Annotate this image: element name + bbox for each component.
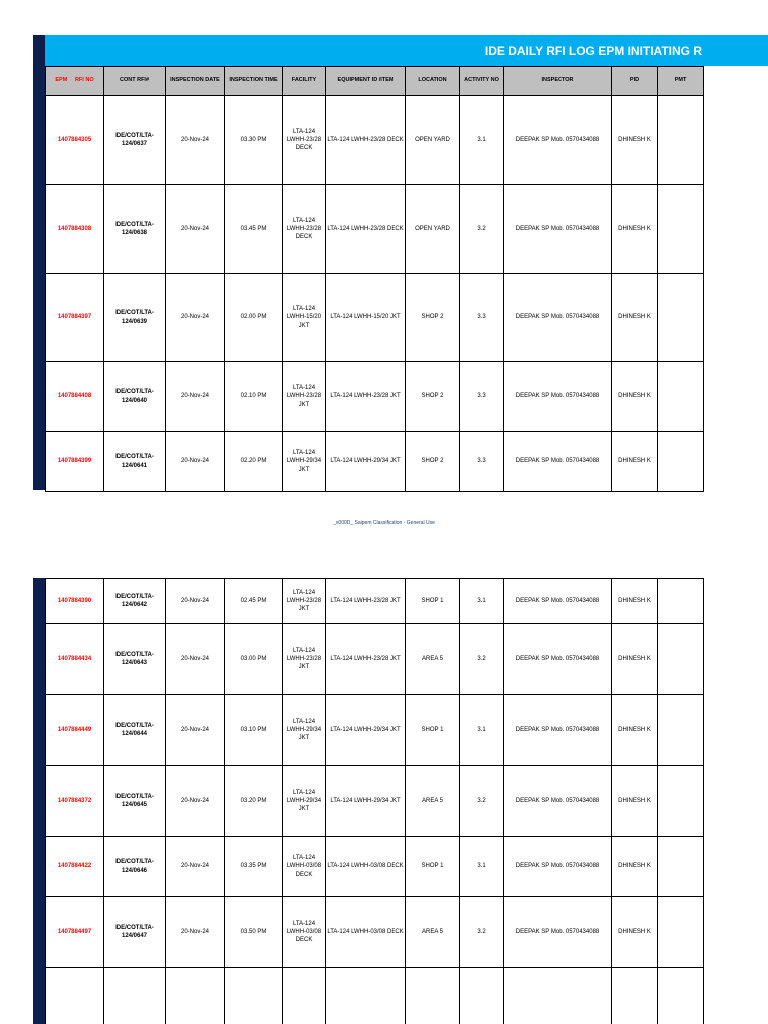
equipment-cell: LTA-124 LWHH-29/34 JKT bbox=[326, 766, 406, 837]
inspection-date-cell: 20-Nov-24 bbox=[166, 579, 225, 624]
equipment-cell: LTA-124 LWHH-23/28 JKT bbox=[326, 579, 406, 624]
location-cell: SHOP 1 bbox=[406, 695, 460, 766]
facility-cell: LTA-124 LWHH-23/28 JKT bbox=[283, 579, 326, 624]
inspection-time-cell: 03.00 PM bbox=[225, 624, 283, 695]
table-row bbox=[46, 837, 704, 897]
rfi-number-cell bbox=[46, 968, 104, 1024]
cont-rfi-cell: IDE/COT/LTA-124/0640 bbox=[104, 362, 166, 432]
equipment-cell bbox=[326, 968, 406, 1024]
rfi-number-cell: 1407884372 bbox=[46, 766, 104, 837]
activity-no-cell: 3.3 bbox=[460, 362, 504, 432]
pmt-cell bbox=[658, 766, 704, 837]
sheet-accent-bar-top bbox=[33, 35, 45, 490]
inspection-time-cell: 02.00 PM bbox=[225, 274, 283, 362]
facility-cell: LTA-124 LWHH-23/28 JKT bbox=[283, 362, 326, 432]
pid-cell: DHINESH K bbox=[612, 185, 658, 274]
pid-cell: DHINESH K bbox=[612, 362, 658, 432]
pid-cell: DHINESH K bbox=[612, 624, 658, 695]
inspection-date-cell: 20-Nov-24 bbox=[166, 185, 225, 274]
rfi-number-cell: 1407884399 bbox=[46, 432, 104, 492]
inspection-date-cell: 20-Nov-24 bbox=[166, 695, 225, 766]
inspector-cell: DEEPAK SP Mob. 0570434088 bbox=[504, 624, 612, 695]
activity-no-cell: 3.3 bbox=[460, 432, 504, 492]
rfi-log-table-bottom bbox=[45, 578, 704, 1024]
table-row bbox=[46, 362, 704, 432]
cont-rfi-cell: IDE/COT/LTA-124/0639 bbox=[104, 274, 166, 362]
table-row bbox=[46, 624, 704, 695]
pmt-cell bbox=[658, 837, 704, 897]
pid-cell: DHINESH K bbox=[612, 695, 658, 766]
pid-cell: DHINESH K bbox=[612, 897, 658, 968]
table-row bbox=[46, 432, 704, 492]
col-header-epm-rfi: EPM RFI NO bbox=[46, 67, 104, 96]
table-header-row bbox=[46, 67, 704, 96]
equipment-cell: LTA-124 LWHH-23/28 DECK bbox=[326, 185, 406, 274]
facility-cell: LTA-124 LWHH-23/28 JKT bbox=[283, 624, 326, 695]
equipment-cell: LTA-124 LWHH-03/08 DECK bbox=[326, 837, 406, 897]
equipment-cell: LTA-124 LWHH-23/28 JKT bbox=[326, 362, 406, 432]
inspection-date-cell: 20-Nov-24 bbox=[166, 362, 225, 432]
activity-no-cell: 3.3 bbox=[460, 274, 504, 362]
equipment-cell: LTA-124 LWHH-23/28 JKT bbox=[326, 624, 406, 695]
activity-no-cell: 3.2 bbox=[460, 185, 504, 274]
location-cell: SHOP 1 bbox=[406, 837, 460, 897]
cont-rfi-cell: IDE/COT/LTA-124/0643 bbox=[104, 624, 166, 695]
facility-cell: LTA-124 LWHH-03/08 DECK bbox=[283, 897, 326, 968]
cont-rfi-cell bbox=[104, 968, 166, 1024]
inspector-cell: DEEPAK SP Mob. 0570434088 bbox=[504, 897, 612, 968]
pmt-cell bbox=[658, 624, 704, 695]
col-header-cont-rfi: CONT RFI# bbox=[104, 67, 166, 96]
activity-no-cell: 3.1 bbox=[460, 96, 504, 185]
inspector-cell: DEEPAK SP Mob. 0570434088 bbox=[504, 185, 612, 274]
inspector-cell: DEEPAK SP Mob. 0570434088 bbox=[504, 362, 612, 432]
col-header-inspector: INSPECTOR bbox=[504, 67, 612, 96]
inspection-time-cell: 03.20 PM bbox=[225, 766, 283, 837]
table-row bbox=[46, 968, 704, 1024]
rfi-number-cell: 1407884397 bbox=[46, 274, 104, 362]
inspection-date-cell: 20-Nov-24 bbox=[166, 624, 225, 695]
inspection-time-cell: 03.35 PM bbox=[225, 837, 283, 897]
pmt-cell bbox=[658, 96, 704, 185]
location-cell: SHOP 2 bbox=[406, 362, 460, 432]
sheet-accent-bar-bottom bbox=[33, 578, 45, 1024]
table-row bbox=[46, 766, 704, 837]
location-cell: OPEN YARD bbox=[406, 96, 460, 185]
location-cell: SHOP 1 bbox=[406, 579, 460, 624]
facility-cell: LTA-124 LWHH-03/08 DECK bbox=[283, 837, 326, 897]
rfi-number-cell: 1407884408 bbox=[46, 362, 104, 432]
table-row bbox=[46, 274, 704, 362]
col-header-equipment: EQUIPMENT ID /ITEM bbox=[326, 67, 406, 96]
equipment-cell: LTA-124 LWHH-03/08 DECK bbox=[326, 897, 406, 968]
equipment-cell: LTA-124 LWHH-15/20 JKT bbox=[326, 274, 406, 362]
table-body-bottom bbox=[46, 579, 704, 1024]
activity-no-cell bbox=[460, 968, 504, 1024]
sheet-title-band bbox=[45, 35, 768, 66]
pmt-cell bbox=[658, 362, 704, 432]
facility-cell: LTA-124 LWHH-29/34 JKT bbox=[283, 695, 326, 766]
inspector-cell: DEEPAK SP Mob. 0570434088 bbox=[504, 579, 612, 624]
facility-cell: LTA-124 LWHH-15/20 JKT bbox=[283, 274, 326, 362]
facility-cell: LTA-124 LWHH-29/34 JKT bbox=[283, 432, 326, 492]
col-header-facility: FACILITY bbox=[283, 67, 326, 96]
table-row bbox=[46, 579, 704, 624]
cont-rfi-cell: IDE/COT/LTA-124/0645 bbox=[104, 766, 166, 837]
col-header-pid: PID bbox=[612, 67, 658, 96]
table-row bbox=[46, 695, 704, 766]
inspection-time-cell: 03.45 PM bbox=[225, 185, 283, 274]
col-header-pmt: PMT bbox=[658, 67, 704, 96]
location-cell: SHOP 2 bbox=[406, 274, 460, 362]
col-header-activity-no: ACTIVITY NO bbox=[460, 67, 504, 96]
pmt-cell bbox=[658, 432, 704, 492]
inspection-date-cell: 20-Nov-24 bbox=[166, 432, 225, 492]
facility-cell: LTA-124 LWHH-23/28 DECK bbox=[283, 185, 326, 274]
inspection-date-cell bbox=[166, 968, 225, 1024]
rfi-number-cell: 1407884422 bbox=[46, 837, 104, 897]
inspection-date-cell: 20-Nov-24 bbox=[166, 897, 225, 968]
rfi-log-table-top bbox=[45, 66, 704, 492]
equipment-cell: LTA-124 LWHH-29/34 JKT bbox=[326, 695, 406, 766]
pmt-cell bbox=[658, 968, 704, 1024]
rfi-number-cell: 1407884305 bbox=[46, 96, 104, 185]
inspection-date-cell: 20-Nov-24 bbox=[166, 96, 225, 185]
activity-no-cell: 3.1 bbox=[460, 695, 504, 766]
activity-no-cell: 3.1 bbox=[460, 837, 504, 897]
location-cell: AREA 5 bbox=[406, 897, 460, 968]
pmt-cell bbox=[658, 274, 704, 362]
table-row bbox=[46, 185, 704, 274]
rfi-number-cell: 1407884308 bbox=[46, 185, 104, 274]
activity-no-cell: 3.2 bbox=[460, 766, 504, 837]
inspection-time-cell: 03.50 PM bbox=[225, 897, 283, 968]
inspector-cell: DEEPAK SP Mob. 0570434088 bbox=[504, 274, 612, 362]
rfi-number-cell: 1407884449 bbox=[46, 695, 104, 766]
inspection-time-cell bbox=[225, 968, 283, 1024]
pmt-cell bbox=[658, 897, 704, 968]
facility-cell: LTA-124 LWHH-29/34 JKT bbox=[283, 766, 326, 837]
cont-rfi-cell: IDE/COT/LTA-124/0644 bbox=[104, 695, 166, 766]
cont-rfi-cell: IDE/COT/LTA-124/0641 bbox=[104, 432, 166, 492]
cont-rfi-cell: IDE/COT/LTA-124/0647 bbox=[104, 897, 166, 968]
pid-cell bbox=[612, 968, 658, 1024]
pmt-cell bbox=[658, 695, 704, 766]
pmt-cell bbox=[658, 579, 704, 624]
pid-cell: DHINESH K bbox=[612, 432, 658, 492]
activity-no-cell: 3.1 bbox=[460, 579, 504, 624]
equipment-cell: LTA-124 LWHH-23/28 DECK bbox=[326, 96, 406, 185]
pid-cell: DHINESH K bbox=[612, 766, 658, 837]
activity-no-cell: 3.2 bbox=[460, 897, 504, 968]
activity-no-cell: 3.2 bbox=[460, 624, 504, 695]
col-header-location: LOCATION bbox=[406, 67, 460, 96]
sheet-title: IDE DAILY RFI LOG EPM INITIATING R bbox=[484, 43, 702, 58]
inspection-time-cell: 02.20 PM bbox=[225, 432, 283, 492]
classification-footer: _x000D_ Saipem Classification - General Use bbox=[333, 520, 435, 526]
location-cell bbox=[406, 968, 460, 1024]
inspector-cell: DEEPAK SP Mob. 0570434088 bbox=[504, 837, 612, 897]
inspector-cell bbox=[504, 968, 612, 1024]
pid-cell: DHINESH K bbox=[612, 837, 658, 897]
pid-cell: DHINESH K bbox=[612, 274, 658, 362]
inspection-time-cell: 02.45 PM bbox=[225, 579, 283, 624]
location-cell: OPEN YARD bbox=[406, 185, 460, 274]
pid-cell: DHINESH K bbox=[612, 579, 658, 624]
location-cell: AREA 5 bbox=[406, 624, 460, 695]
inspection-time-cell: 03.30 PM bbox=[225, 96, 283, 185]
inspection-date-cell: 20-Nov-24 bbox=[166, 766, 225, 837]
inspector-cell: DEEPAK SP Mob. 0570434088 bbox=[504, 766, 612, 837]
col-header-inspection-date: INSPECTION DATE bbox=[166, 67, 225, 96]
facility-cell: LTA-124 LWHH-23/28 DECK bbox=[283, 96, 326, 185]
rfi-number-cell: 1407884497 bbox=[46, 897, 104, 968]
table-body-top bbox=[46, 96, 704, 492]
inspector-cell: DEEPAK SP Mob. 0570434088 bbox=[504, 695, 612, 766]
pid-cell: DHINESH K bbox=[612, 96, 658, 185]
pmt-cell bbox=[658, 185, 704, 274]
inspector-cell: DEEPAK SP Mob. 0570434088 bbox=[504, 96, 612, 185]
equipment-cell: LTA-124 LWHH-29/34 JKT bbox=[326, 432, 406, 492]
inspector-cell: DEEPAK SP Mob. 0570434088 bbox=[504, 432, 612, 492]
facility-cell bbox=[283, 968, 326, 1024]
cont-rfi-cell: IDE/COT/LTA-124/0642 bbox=[104, 579, 166, 624]
table-row bbox=[46, 897, 704, 968]
inspection-time-cell: 02.10 PM bbox=[225, 362, 283, 432]
inspection-date-cell: 20-Nov-24 bbox=[166, 274, 225, 362]
cont-rfi-cell: IDE/COT/LTA-124/0637 bbox=[104, 96, 166, 185]
cont-rfi-cell: IDE/COT/LTA-124/0638 bbox=[104, 185, 166, 274]
rfi-number-cell: 1407884390 bbox=[46, 579, 104, 624]
col-header-inspection-time: INSPECTION TIME bbox=[225, 67, 283, 96]
cont-rfi-cell: IDE/COT/LTA-124/0646 bbox=[104, 837, 166, 897]
table-row bbox=[46, 96, 704, 185]
location-cell: AREA 5 bbox=[406, 766, 460, 837]
inspection-time-cell: 03.10 PM bbox=[225, 695, 283, 766]
inspection-date-cell: 20-Nov-24 bbox=[166, 837, 225, 897]
location-cell: SHOP 2 bbox=[406, 432, 460, 492]
rfi-number-cell: 1407884434 bbox=[46, 624, 104, 695]
